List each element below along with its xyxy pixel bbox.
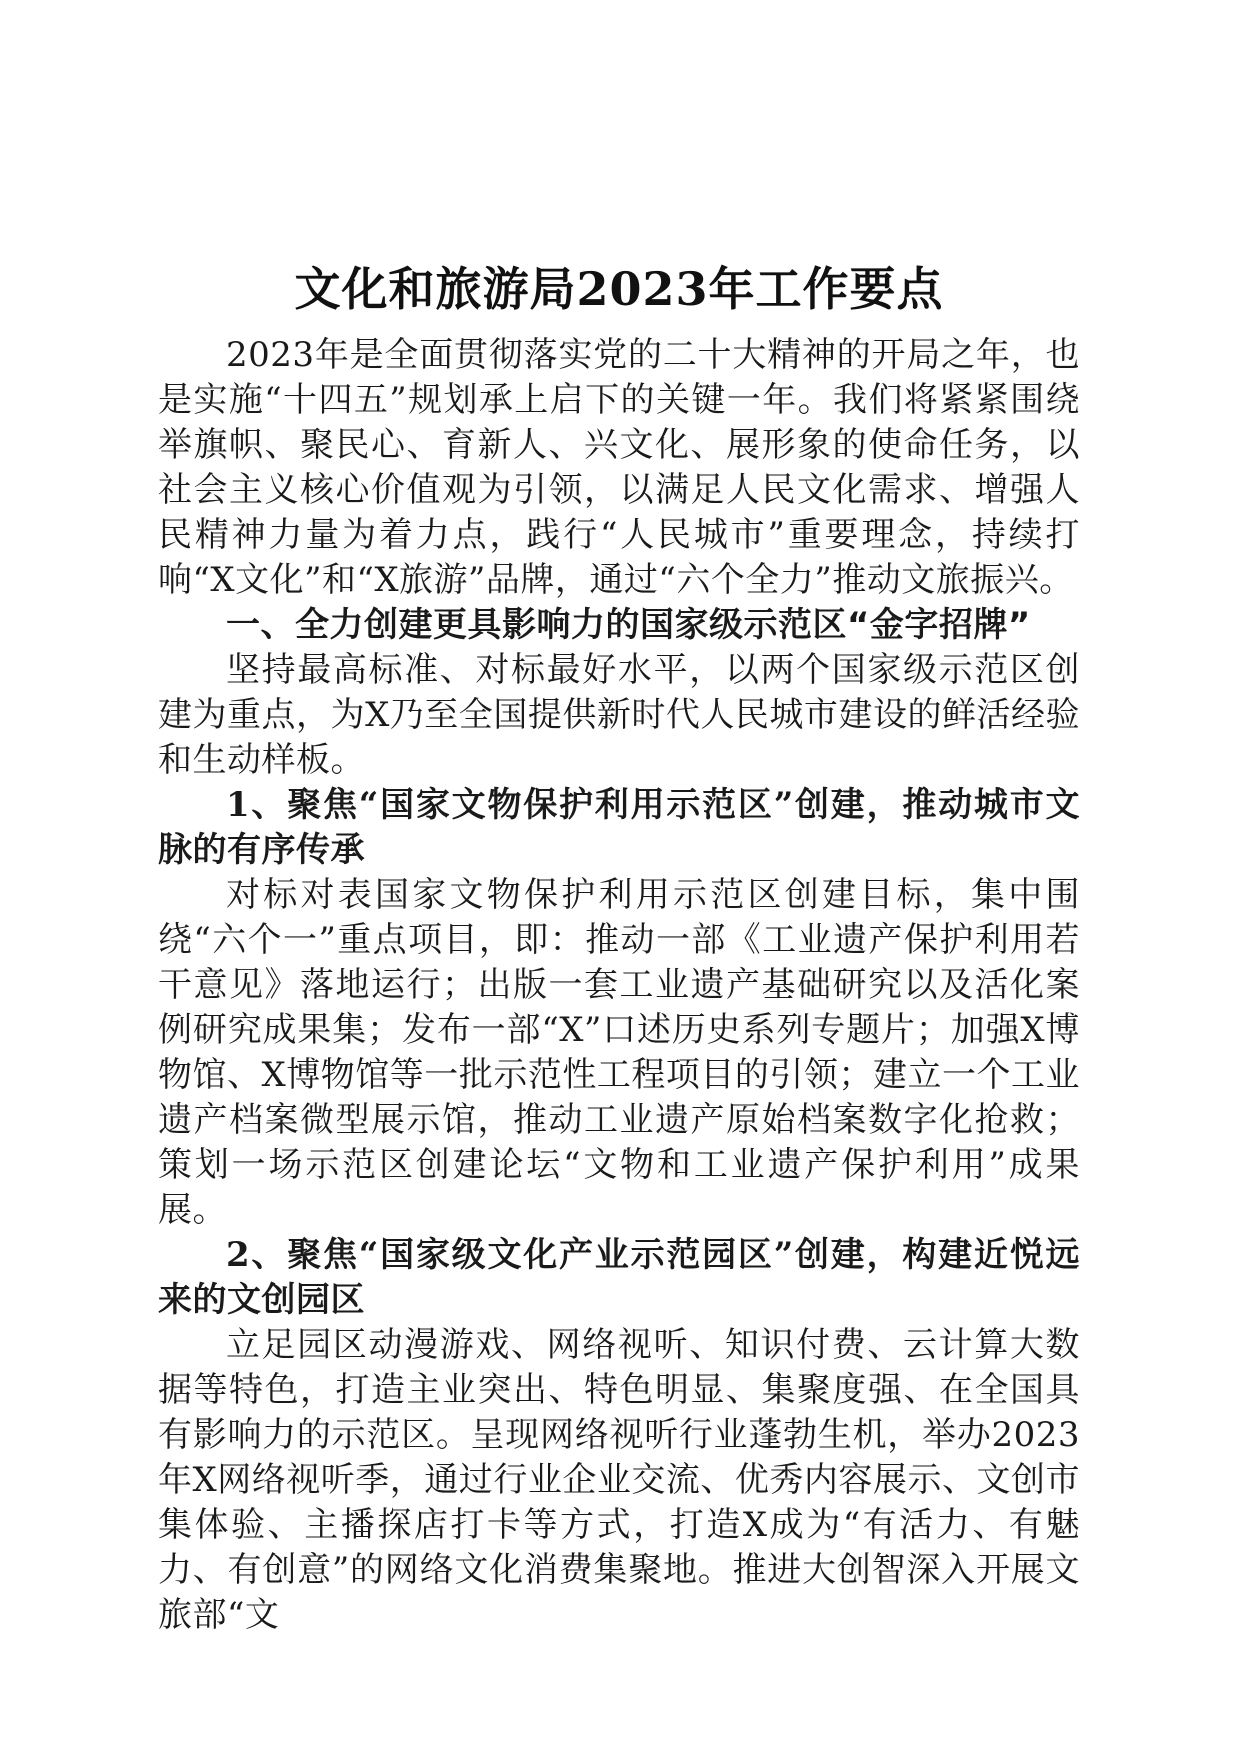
item-2-body: 立足园区动漫游戏、网络视听、知识付费、云计算大数据等特色，打造主业突出、特色明显、集聚度强、在全国具有影响力的示范区。呈现网络视听行业蓬勃生机，举办2023年X网络视听季，通过行业企业交流、优秀内容展示、文创市集体验、主播探店打卡等方式，打造X成为“有活力、有魅力、有创意”的网络文化消费集聚地。推进大创智深入开展文旅部“文 bbox=[158, 1325, 1080, 1635]
document-page bbox=[158, 255, 1080, 1638]
intro-paragraph: 2023年是全面贯彻落实党的二十大精神的开局之年，也是实施“十四五”规划承上启下的关键一年。我们将紧紧围绕举旗帜、聚民心、育新人、兴文化、展形象的使命任务，以社会主义核心价值观为引领，以满足人民文化需求、增强人民精神力量为着力点，践行“人民城市”重要理念，持续打响“X文化”和“X旅游”品牌，通过“六个全力”推动文旅振兴。 bbox=[158, 335, 1080, 600]
item-1-heading: 1、聚焦“国家文物保护利用示范区”创建，推动城市文脉的有序传承 bbox=[158, 785, 1080, 870]
item-2-heading: 2、聚焦“国家级文化产业示范园区”创建，构建近悦远来的文创园区 bbox=[158, 1235, 1080, 1320]
document-title: 文化和旅游局2023年工作要点 bbox=[294, 262, 944, 316]
section-1-body: 坚持最高标准、对标最好水平，以两个国家级示范区创建为重点，为X乃至全国提供新时代人民城市建设的鲜活经验和生动样板。 bbox=[158, 650, 1080, 780]
section-1-heading: 一、全力创建更具影响力的国家级示范区“金字招牌” bbox=[226, 605, 1031, 645]
item-1-body: 对标对表国家文物保护利用示范区创建目标，集中围绕“六个一”重点项目，即：推动一部《工业遗产保护利用若干意见》落地运行；出版一套工业遗产基础研究以及活化案例研究成果集；发布一部“X”口述历史系列专题片；加强X博物馆、X博物馆等一批示范性工程项目的引领；建立一个工业遗产档案微型展示馆，推动工业遗产原始档案数字化抢救；策划一场示范区创建论坛“文物和工业遗产保护利用”成果展。 bbox=[158, 875, 1080, 1230]
